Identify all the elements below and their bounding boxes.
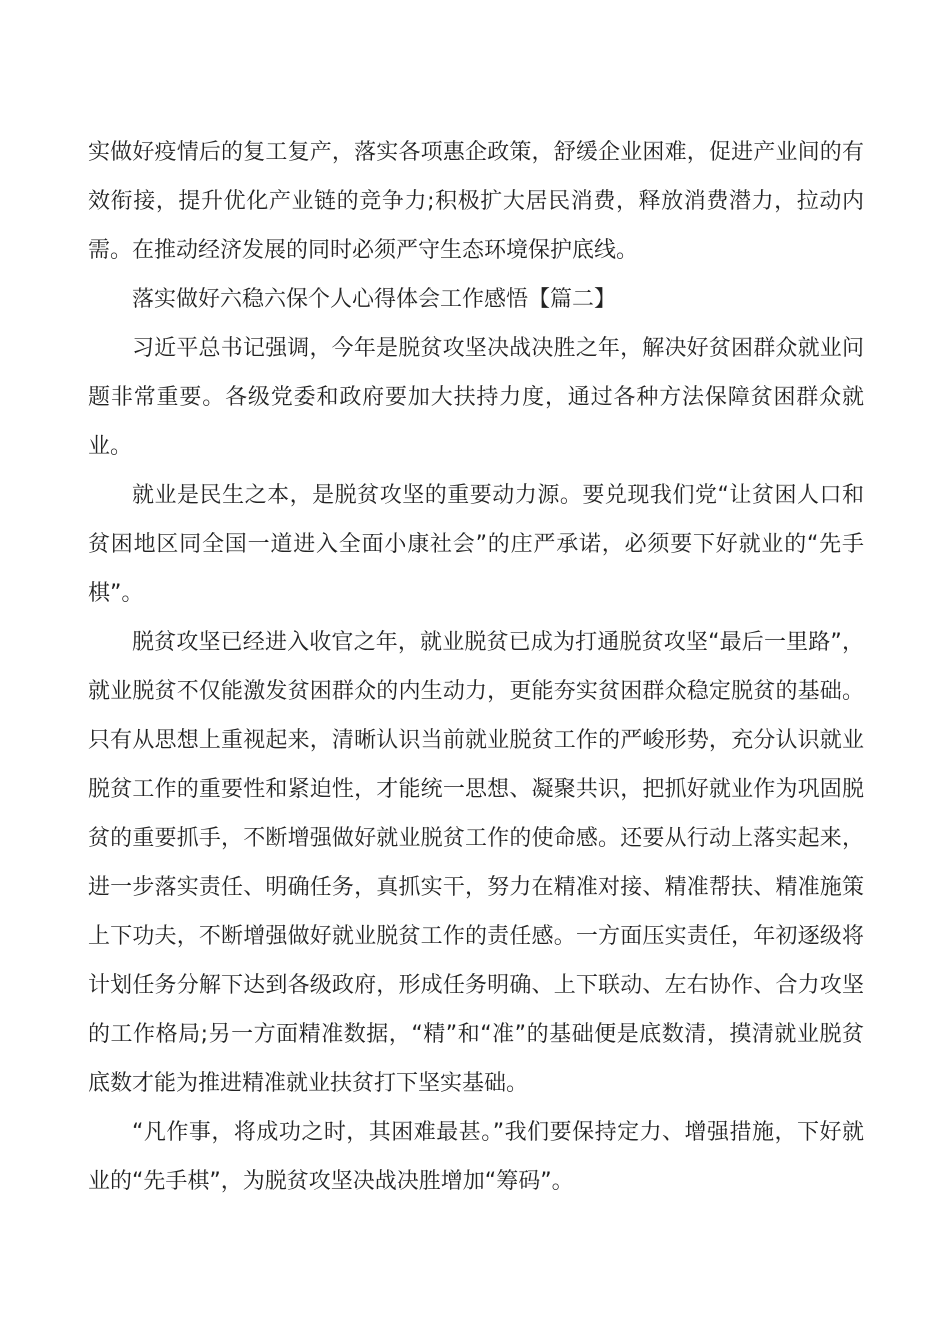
paragraph: “凡作事，将成功之时，其困难最甚。”我们要保持定力、增强措施，下好就业的“先手棋”，为脱贫攻坚决战决胜增加“筹码”。 bbox=[88, 1120, 864, 1194]
paragraph: 习近平总书记强调，今年是脱贫攻坚决战决胜之年，解决好贫困群众就业问题非常重要。各级党委和政府要加大扶持力度，通过各种方法保障贫困群众就业。 bbox=[88, 336, 864, 459]
paragraph-continuation: 实做好疫情后的复工复产，落实各项惠企政策，舒缓企业困难，促进产业间的有效衔接，提升优化产业链的竞争力;积极扩大居民消费，释放消费潜力，拉动内需。在推动经济发展的同时必须严守生态环境保护底线。 bbox=[88, 140, 864, 263]
document-body bbox=[88, 128, 864, 1206]
section-heading: 落实做好六稳六保个人心得体会工作感悟【篇二】 bbox=[132, 287, 617, 312]
paragraph: 脱贫攻坚已经进入收官之年，就业脱贫已成为打通脱贫攻坚“最后一里路”，就业脱贫不仅能激发贫困群众的内生动力，更能夯实贫困群众稳定脱贫的基础。只有从思想上重视起来，清晰认识当前就业脱贫工作的严峻形势，充分认识就业脱贫工作的重要性和紧迫性，才能统一思想、凝聚共识，把抓好就业作为巩固脱贫的重要抓手，不断增强做好就业脱贫工作的使命感。还要从行动上落实起来，进一步落实责任、明确任务，真抓实干，努力在精准对接、精准帮扶、精准施策上下功夫，不断增强做好就业脱贫工作的责任感。一方面压实责任，年初逐级将计划任务分解下达到各级政府，形成任务明确、上下联动、左右协作、合力攻坚的工作格局;另一方面精准数据，“精”和“准”的基础便是底数清，摸清就业脱贫底数才能为推进精准就业扶贫打下坚实基础。 bbox=[88, 630, 864, 1096]
paragraph: 就业是民生之本，是脱贫攻坚的重要动力源。要兑现我们党“让贫困人口和贫困地区同全国一道进入全面小康社会”的庄严承诺，必须要下好就业的“先手棋”。 bbox=[88, 483, 864, 606]
